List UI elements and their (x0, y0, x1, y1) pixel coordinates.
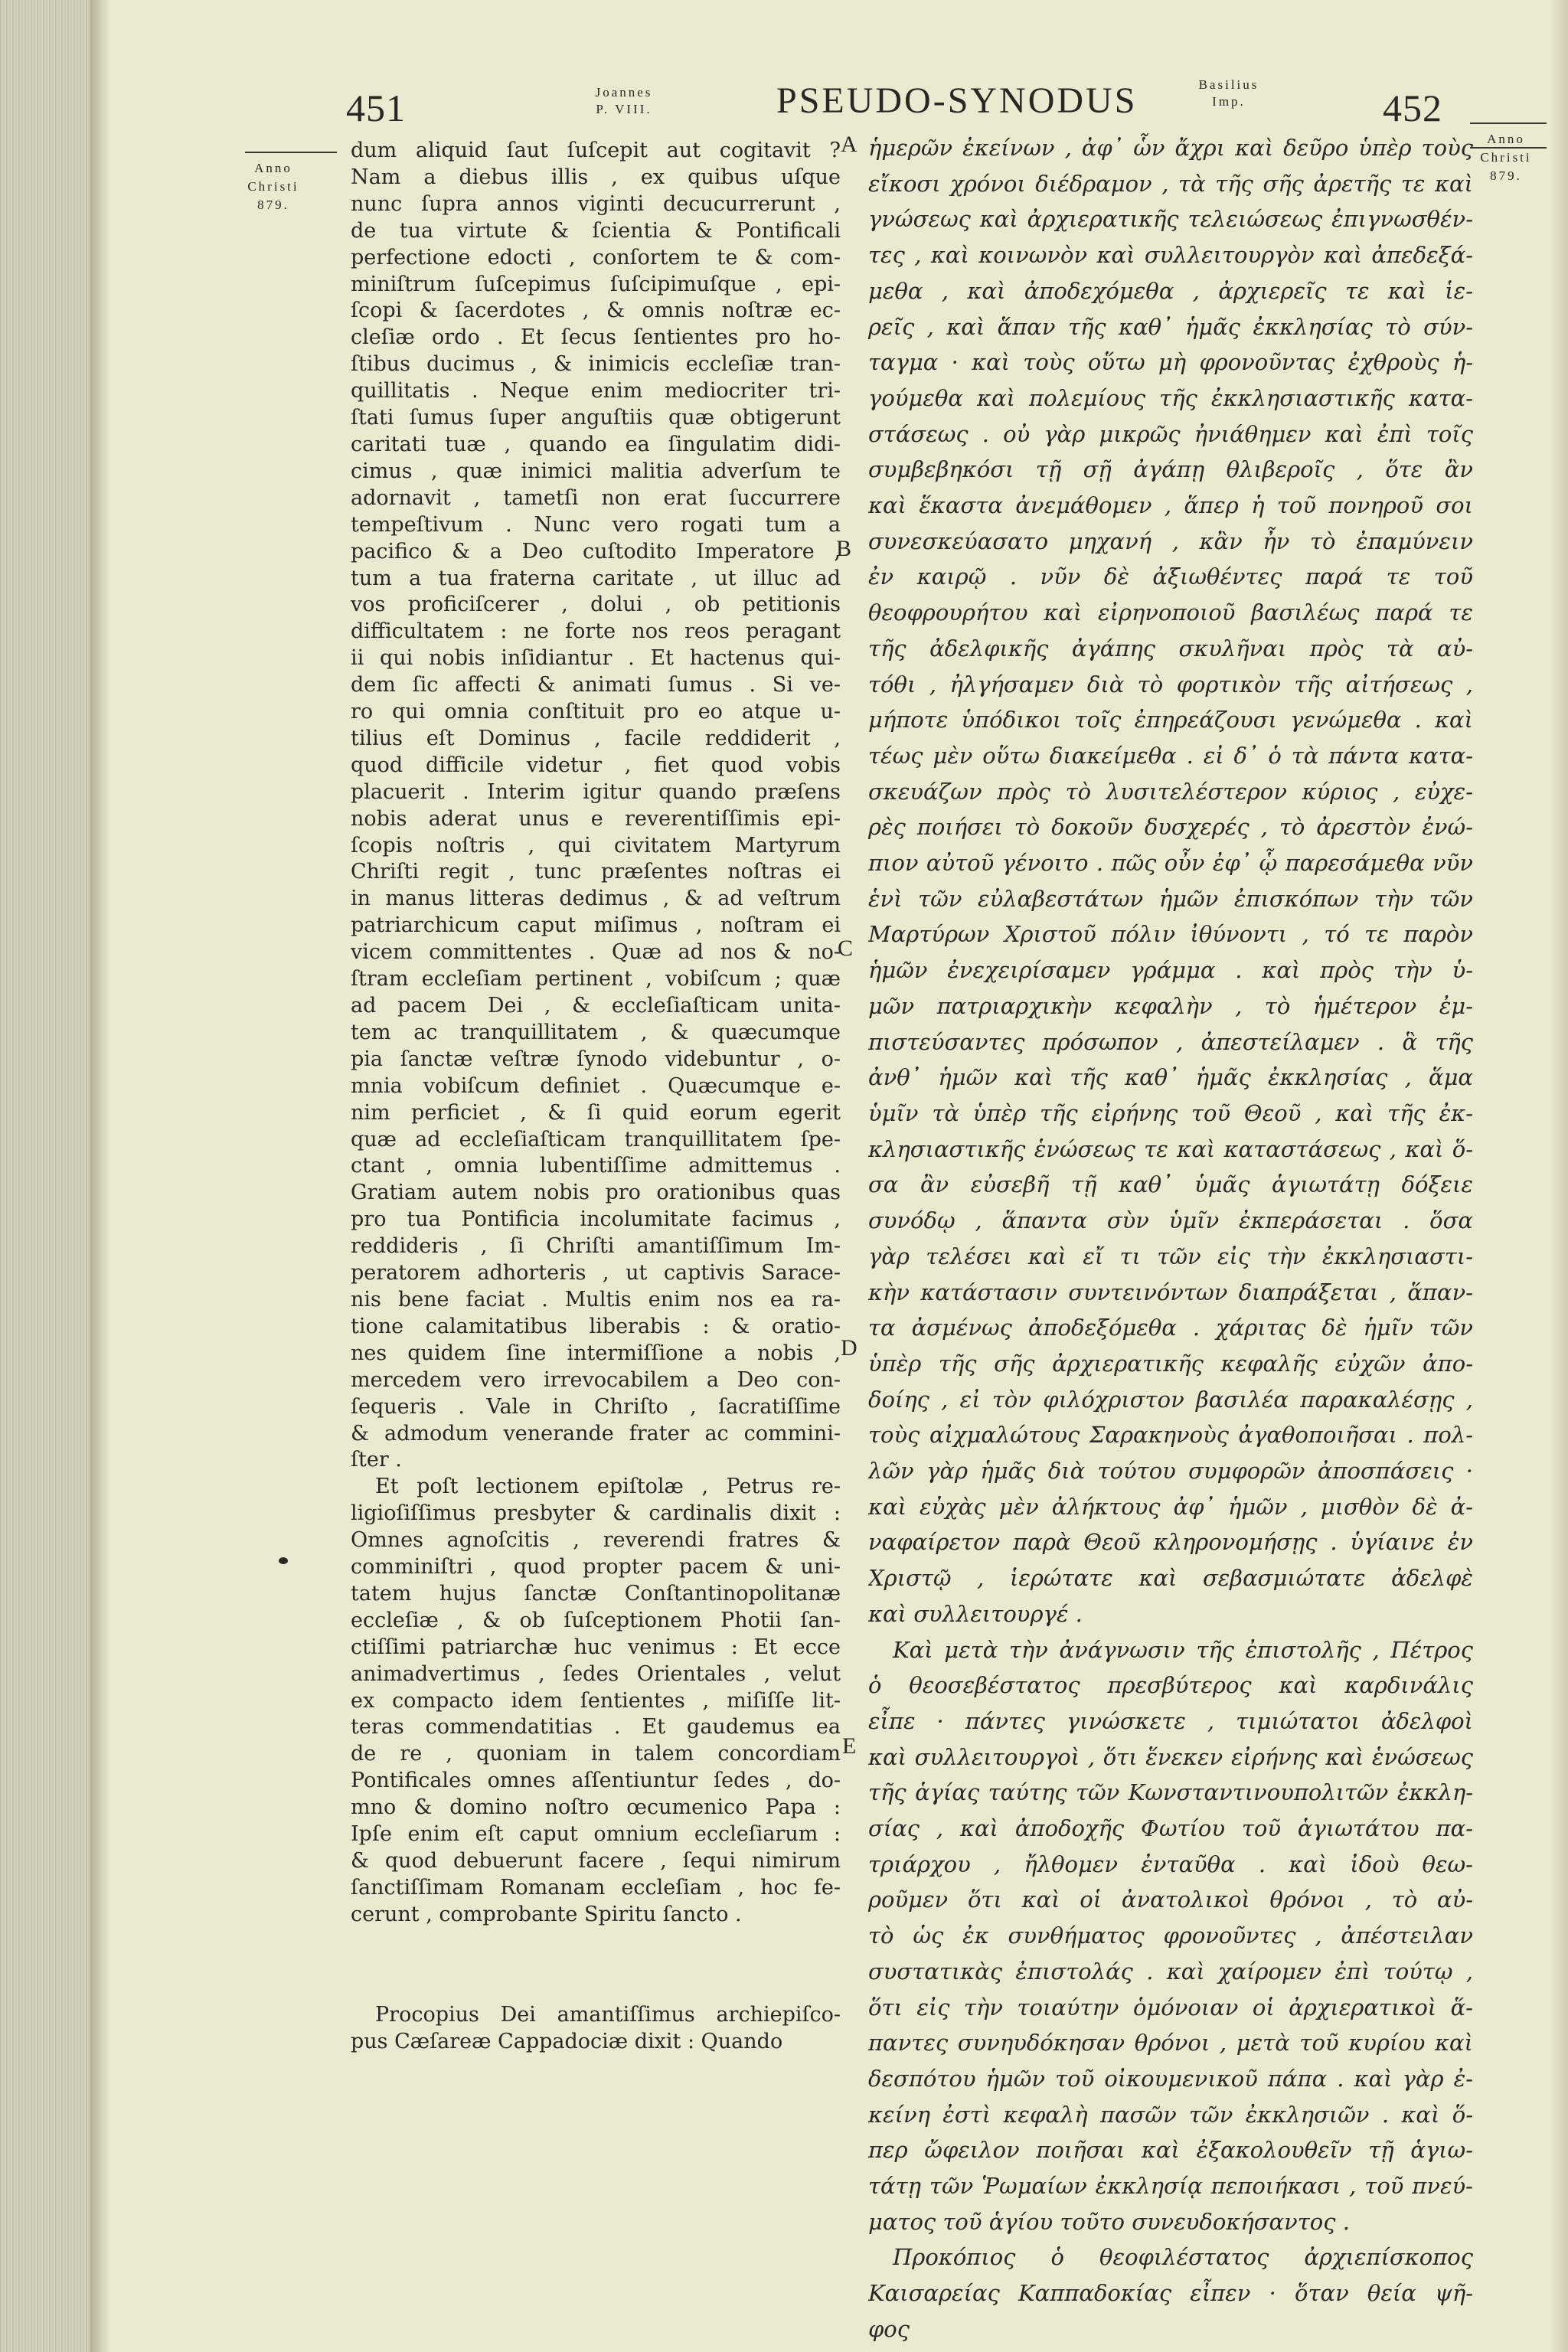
text-line: τες , καὶ κοινωνὸν καὶ συλλειτουργὸν καὶ ἀπεδεξά- (868, 242, 1473, 269)
text-line: τῆς ἀδελφικῆς ἀγάπης σκυλῆναι πρὸς τὰ αὐ- (868, 635, 1473, 662)
text-line: mercedem vero irrevocabilem a Deo con- (351, 1367, 841, 1392)
text-line: ro qui omnia conſtituit pro eo atque u- (351, 700, 841, 724)
text-line: τα ἀσμένως ἀποδεξόμεθα . χάριτας δὲ ἡμῖν τῶν (868, 1315, 1473, 1341)
text-line: eccleſiæ , & ob ſuſceptionem Photii ſan- (351, 1608, 841, 1632)
section-letter-e: E (842, 1733, 857, 1759)
text-line: placuerit . Interim igitur quando præſens (351, 779, 841, 804)
margin-note-anno: Anno (1487, 132, 1525, 146)
text-line: mnia vobiſcum definiet . Quæcumque e- (351, 1073, 841, 1098)
text-line: ctant , omnia lubentiſſime admittemus . (351, 1154, 841, 1178)
text-line: tempeſtivum . Nunc vero rogati tum a (351, 512, 841, 537)
text-line: Καισαρείας Καππαδοκίας εἶπεν · ὅταν θεία ψῆ- (868, 2280, 1473, 2307)
section-letter-c: C (838, 936, 854, 961)
text-line: κὴν κατάστασιν συντεινόντων διαπράξεται , ἅπαν- (868, 1279, 1473, 1305)
section-letter-d: D (841, 1335, 858, 1361)
text-line: κλησιαστικῆς ἑνώσεως τε καὶ καταστάσεως , καὶ ὅ- (868, 1135, 1473, 1162)
latin-paragraph-letter (351, 138, 841, 1474)
margin-rule-right-top (1470, 122, 1547, 124)
running-head-emperor-title: Imp. (1212, 94, 1246, 109)
text-line: φος (868, 2315, 910, 2342)
text-line: πιον αὐτοῦ γένοιτο . πῶς οὖν ἐφ᾽ ᾧ παρεσάμεθα νῦν (868, 850, 1473, 877)
text-line: Procopius Dei amantiſſimus archiepiſco- (375, 2002, 841, 2027)
text-line: συστατικὰς ἐπιστολάς . καὶ χαίρομεν ἐπὶ τούτῳ , (868, 1958, 1473, 1984)
text-line: εἴκοσι χρόνοι διέδραμον , τὰ τῆς σῆς ἀρετῆς τε καὶ (868, 170, 1473, 197)
text-line: Προκόπιος ὁ θεοφιλέστατος ἀρχιεπίσκοπος (893, 2244, 1473, 2271)
text-line: Gratiam autem nobis pro orationibus quas (351, 1181, 841, 1205)
text-line: τάτῃ τῶν Ῥωμαίων ἐκκλησίᾳ πεποιήκασι , τοῦ πνεύ- (868, 2173, 1473, 2200)
margin-note-year: 879. (257, 198, 289, 212)
text-line: quod difficile videtur , fiet quod vobis (351, 753, 841, 777)
text-line: difficultatem : ne forte nos reos peragant (351, 619, 841, 644)
text-line: συμβεβηκόσι τῇ σῇ ἀγάπῃ θλιβεροῖς , ὅτε ἂν (868, 456, 1473, 483)
text-line: καὶ ἕκαστα ἀνεμάθομεν , ἅπερ ἡ τοῦ πονηροῦ σοι (868, 492, 1473, 519)
text-line: μήποτε ὑπόδικοι τοῖς ἐπηρεάζουσι γενώμεθα . καὶ (868, 707, 1473, 733)
margin-note-christi: Christi (1480, 150, 1532, 165)
text-line: γούμεθα καὶ πολεμίους τῆς ἐκκλησιαστικῆς κατα- (868, 384, 1473, 411)
text-line: de re , quoniam in talem concordiam (351, 1742, 841, 1766)
text-line: τὸ ὡς ἐκ συνθήματος φρονοῦντες , ἀπέστειλαν (868, 1922, 1473, 1949)
text-line: perfectione edocti , conſortem te & com- (351, 245, 841, 270)
text-line: Chriſti regit , tunc præſentes noſtras ei (351, 860, 841, 884)
text-line: τῆς ἁγίας ταύτης τῶν Κωνσταντινουπολιτῶν ἐκκλη- (868, 1779, 1473, 1806)
text-line: ſanctiſſimam Romanam eccleſiam , hoc fe- (351, 1875, 841, 1900)
text-line: στάσεως . οὐ γὰρ μικρῶς ἠνιάθημεν καὶ ἐπὶ τοῖς (868, 420, 1473, 447)
running-head-emperor-name: Basilius (1198, 77, 1259, 92)
text-line: nis bene faciat . Multis enim nos ea ra- (351, 1287, 841, 1312)
text-line: ligioſiſſimus presbyter & cardinalis dixit : (351, 1501, 841, 1526)
text-line: κείνη ἐστὶ κεφαλὴ πασῶν τῶν ἐκκλησιῶν . καὶ ὅ- (868, 2101, 1473, 2128)
text-line: τριάρχου , ἤλθομεν ἐνταῦθα . καὶ ἰδοὺ θεω- (868, 1851, 1473, 1877)
text-line: de tua virtute & ſcientia & Pontificali (351, 218, 841, 243)
text-line: γνώσεως καὶ ἀρχιερατικῆς τελειώσεως ἐπιγνωσθέν- (868, 206, 1473, 233)
text-line: mno & domino noſtro œcumenico Papa : (351, 1795, 841, 1820)
text-line: ἐν καιρῷ . νῦν δὲ ἀξιωθέντες παρά τε τοῦ (868, 564, 1473, 590)
running-head-emperor (1179, 77, 1279, 110)
ink-mark (279, 1557, 288, 1564)
text-line: pro tua Pontificia incolumitate facimus , (351, 1207, 841, 1232)
text-line: Pontificales omnes aſſentiuntur ſedes , do- (351, 1769, 841, 1793)
text-line: nobis aderat unus e reverentiſſimis epi- (351, 806, 841, 831)
text-line: nunc ſupra annos viginti decucurrerunt , (351, 191, 841, 216)
text-line: Μαρτύρων Χριστοῦ πόλιν ἰθύνοντι , τό τε παρὸν (868, 921, 1473, 948)
text-line: ctiſſimi patriarchæ huc venimus : Et ecce (351, 1635, 841, 1659)
text-line: tem ac tranquillitatem , & quæcumque (351, 1020, 841, 1044)
text-line: animadvertimus , ſedes Orientales , velut (351, 1661, 841, 1686)
text-line: & quod debuerunt facere , ſequi nimirum (351, 1849, 841, 1873)
text-line: γὰρ τελέσει καὶ εἴ τι τῶν εἰς τὴν ἐκκλησιαστι- (868, 1243, 1473, 1269)
page-number-left: 451 (346, 87, 406, 129)
text-line: καὶ εὐχὰς μὲν ἀλήκτους ἀφ᾽ ἡμῶν , μισθὸν δὲ ἀ- (868, 1493, 1473, 1520)
text-line: caritati tuæ , quando ea ſingulatim didi- (351, 432, 841, 456)
text-line: ſter . (351, 1448, 402, 1472)
text-line: tione calamitatibus liberabis : & oratio- (351, 1314, 841, 1338)
text-line: ſtibus ducimus , & inimicis eccleſiæ tran- (351, 352, 841, 377)
running-head-pope (567, 84, 681, 118)
text-line: καὶ συλλειτουργοὶ , ὅτι ἕνεκεν εἰρήνης καὶ ἑνώσεως (868, 1743, 1473, 1770)
text-line: & admodum venerande frater ac commini- (351, 1421, 841, 1446)
text-line: ſcopis noſtris , qui civitatem Martyrum (351, 833, 841, 858)
text-line: ματος τοῦ ἁγίου τοῦτο συνευδοκήσαντος . (868, 2208, 1350, 2235)
text-line: miniſtrum ſuſcepimus ſuſcipimuſque , epi- (351, 272, 841, 296)
running-head-pope-number: P. VIII. (596, 102, 652, 116)
text-line: nim perficiet , & ſi quid eorum egerit (351, 1100, 841, 1125)
text-line: comminiſtri , quod propter pacem & uni- (351, 1555, 841, 1579)
text-line: in manus litteras dedimus , & ad veſtrum (351, 887, 841, 911)
greek-paragraph-petrus (868, 1632, 1473, 2240)
text-line: tum a tua fraterna caritate , ut illuc ad (351, 566, 841, 590)
text-line: quillitatis . Neque enim mediocriter tri- (351, 379, 841, 403)
text-line: δοίης , εἰ τὸν φιλόχριστον βασιλέα παρακαλέσῃς , (868, 1386, 1473, 1413)
text-line: ἡμῶν ἐνεχειρίσαμεν γράμμα . καὶ πρὸς τὴν ὑ- (868, 957, 1473, 984)
text-line: cerunt , comprobante Spiritu ſancto . (351, 1902, 742, 1926)
text-line: vicem committentes . Quæ ad nos & no- (351, 940, 841, 965)
text-line: adornavit , tametſi non erat ſuccurrere (351, 485, 841, 510)
book-page-edge (0, 0, 90, 2352)
text-line: σίας , καὶ ἀποδοχῆς Φωτίου τοῦ ἁγιωτάτου πα- (868, 1815, 1473, 1842)
text-line: Ipſe enim eſt caput omnium eccleſiarum : (351, 1822, 841, 1847)
text-line: ii qui nobis inſidiantur . Et hactenus qui- (351, 646, 841, 671)
latin-paragraph-petrus (351, 1474, 841, 1928)
latin-paragraph-gap (351, 1929, 841, 2002)
text-line: ροῦμεν ὅτι καὶ οἱ ἀνατολικοὶ θρόνοι , τὸ αὐ- (868, 1886, 1473, 1913)
text-line: τέως μὲν οὕτω διακείμεθα . εἰ δ᾽ ὁ τὰ πάντα κατα- (868, 742, 1473, 769)
text-line: λῶν γὰρ ἡμᾶς διὰ τούτου συμφορῶν ἀποσπάσεις · (868, 1458, 1473, 1485)
text-line: τοὺς αἰχμαλώτους Σαρακηνοὺς ἀγαθοποιῆσαι . πολ- (868, 1422, 1473, 1449)
text-line: μῶν πατριαρχικὴν κεφαλὴν , τὸ ἡμέτερον ἐμ- (868, 992, 1473, 1019)
text-line: περ ὤφειλον ποιῆσαι καὶ ἐξακολουθεῖν τῇ ἁγιω- (868, 2137, 1473, 2164)
text-line: τόθι , ἠλγήσαμεν διὰ τὸ φορτικὸν τῆς αἰτήσεως , (868, 671, 1473, 697)
text-line: καὶ συλλειτουργέ . (868, 1600, 1083, 1627)
text-line: vos proficiſcerer , dolui , ob petitionis (351, 593, 841, 617)
text-line: ταγμα · καὶ τοὺς οὕτω μὴ φρονοῦντας ἐχθροὺς ἡ- (868, 349, 1473, 376)
text-line: Omnes agnoſcitis , reverendi fratres & (351, 1528, 841, 1553)
text-line: ſcopi & ſacerdotes , & omnis noſtræ ec- (351, 299, 841, 323)
text-line: tatem hujus ſanctæ Conſtantinopolitanæ (351, 1581, 841, 1606)
text-line: patriarchicum caput miſimus , noſtram ei (351, 913, 841, 938)
text-line: ſtram eccleſiam pertinent , vobiſcum ; quæ (351, 967, 841, 991)
text-line: ὑπὲρ τῆς σῆς ἀρχιερατικῆς κεφαλῆς εὐχῶν ἀπο- (868, 1350, 1473, 1377)
text-line: Καὶ μετὰ τὴν ἀνάγνωσιν τῆς ἐπιστολῆς , Πέτρος (893, 1636, 1473, 1663)
section-letter-a: A (841, 132, 858, 157)
text-line: tilius eſt Dominus , facile reddiderit , (351, 726, 841, 750)
text-line: ex compacto idem ſentientes , miſiſſe lit- (351, 1688, 841, 1713)
section-letter-b: B (836, 536, 852, 561)
text-line: cleſiæ ordo . Et ſecus ſentientes pro ho- (351, 325, 841, 350)
right-page-shadow (1550, 0, 1568, 2352)
latin-paragraph-procopius (351, 2002, 841, 2056)
greek-paragraph-procopius (868, 2239, 1473, 2347)
text-line: nes quidem ſine intermiſſione a nobis , (351, 1341, 841, 1365)
running-head-pope-name: Joannes (595, 85, 653, 100)
text-line: σα ἂν εὐσεβῆ τῇ καθ᾽ ὑμᾶς ἁγιωτάτῃ δόξειε (868, 1171, 1473, 1198)
margin-rule-left (245, 152, 337, 153)
text-line: ἑνὶ τῶν εὐλαβεστάτων ἡμῶν ἐπισκόπων τὴν τῶν (868, 885, 1473, 912)
text-line: ναφαίρετον παρὰ Θεοῦ κληρονομήσῃς . ὑγίαινε ἐν (868, 1529, 1473, 1556)
text-line: ὁ θεοσεβέστατος πρεσβύτερος καὶ καρδινάλις (868, 1672, 1473, 1699)
greek-column (868, 130, 1473, 2347)
text-line: ad pacem Dei , & eccleſiaſticam unita- (351, 994, 841, 1018)
latin-column (351, 138, 841, 2056)
text-line: ρὲς ποιήσει τὸ δοκοῦν δυσχερές , τὸ ἀρεστὸν ἐνώ- (868, 814, 1473, 841)
text-line: teras commendatitias . Et gaudemus ea (351, 1715, 841, 1740)
gutter-shadow (90, 0, 110, 2352)
text-line: cimus , quæ inimici malitia adverſum te (351, 459, 841, 483)
margin-year-note-right (1464, 130, 1548, 185)
text-line: Χριστῷ , ἱερώτατε καὶ σεβασμιώτατε ἀδελφὲ (868, 1565, 1473, 1592)
text-line: Nam a diebus illis , ex quibus uſque (351, 165, 841, 189)
text-line: ὅτι εἰς τὴν τοιαύτην ὁμόνοιαν οἱ ἀρχιερατικοὶ ἅ- (868, 1994, 1473, 2020)
margin-note-christi: Christi (247, 179, 299, 194)
text-line: ἀνθ᾽ ἡμῶν καὶ τῆς καθ᾽ ἡμᾶς ἐκκλησίας , ἅμα (868, 1064, 1473, 1091)
text-line: pus Cæſareæ Cappadociæ dixit : Quando (351, 2029, 783, 2053)
text-line: ὑμῖν τὰ ὑπὲρ τῆς εἰρήνης τοῦ Θεοῦ , καὶ τῆς ἐκ- (868, 1099, 1473, 1126)
text-line: quæ ad eccleſiaſticam tranquillitatem ſpe- (351, 1127, 841, 1152)
text-line: pia ſanctæ veſtræ ſynodo videbuntur , o- (351, 1047, 841, 1071)
text-line: reddideris , ſi Chriſti amantiſſimum Im- (351, 1234, 841, 1259)
text-line: συνόδῳ , ἅπαντα σὺν ὑμῖν ἐκπεράσεται . ὅσα (868, 1207, 1473, 1234)
text-line: μεθα , καὶ ἀποδεχόμεθα , ἀρχιερεῖς τε καὶ ἱε- (868, 277, 1473, 304)
text-line: ἡμερῶν ἐκείνων , ἀφ᾽ ὧν ἄχρι καὶ δεῦρο ὑπὲρ τοὺς (868, 135, 1473, 161)
running-title: PSEUDO-SYNODUS (776, 80, 1138, 121)
margin-note-year: 879. (1490, 168, 1522, 183)
text-line: σκευάζων πρὸς τὸ λυσιτελέστερον κύριος , εὐχε- (868, 778, 1473, 805)
text-line: Et poſt lectionem epiſtolæ , Petrus re- (375, 1475, 841, 1499)
greek-paragraph-letter (868, 130, 1473, 1632)
text-line: παντες συνηυδόκησαν θρόνοι , μετὰ τοῦ κυρίου καὶ (868, 2030, 1473, 2056)
margin-year-note-left (231, 159, 315, 214)
text-line: peratorem adhorteris , ut captivis Sarace- (351, 1261, 841, 1285)
text-line: ſequeris . Vale in Chriſto , ſacratiſſime (351, 1394, 841, 1419)
text-line: συνεσκεύασατο μηχανή , κἂν ἦν τὸ ἐπαμύνειν (868, 528, 1473, 554)
margin-note-anno: Anno (254, 161, 292, 175)
text-line: dem ſic affecti & animati ſumus . Si ve- (351, 673, 841, 697)
text-line: θεοφρουρήτου καὶ εἰρηνοποιοῦ βασιλέως παρά τε (868, 599, 1473, 626)
text-line: εἶπε · πάντες γινώσκετε , τιμιώτατοι ἀδελφοὶ (868, 1707, 1473, 1734)
text-line: ρεῖς , καὶ ἅπαν τῆς καθ᾽ ἡμᾶς ἐκκλησίας τὸ σύν- (868, 313, 1473, 340)
text-line: dum aliquid ſaut ſuſcepit aut cogitavit ? (351, 139, 841, 162)
text-line: πιστεύσαντες πρόσωπον , ἀπεστείλαμεν . ἃ τῆς (868, 1028, 1473, 1055)
page-number-right: 452 (1383, 87, 1442, 129)
text-line: ſtati ſumus ſuper anguſtiis quæ obtigerunt (351, 406, 841, 430)
text-line: δεσπότου ἡμῶν τοῦ οἰκουμενικοῦ πάπα . καὶ γὰρ ἐ- (868, 2065, 1473, 2092)
text-line: pacifico & a Deo cuſtodito Imperatore , (351, 539, 841, 564)
